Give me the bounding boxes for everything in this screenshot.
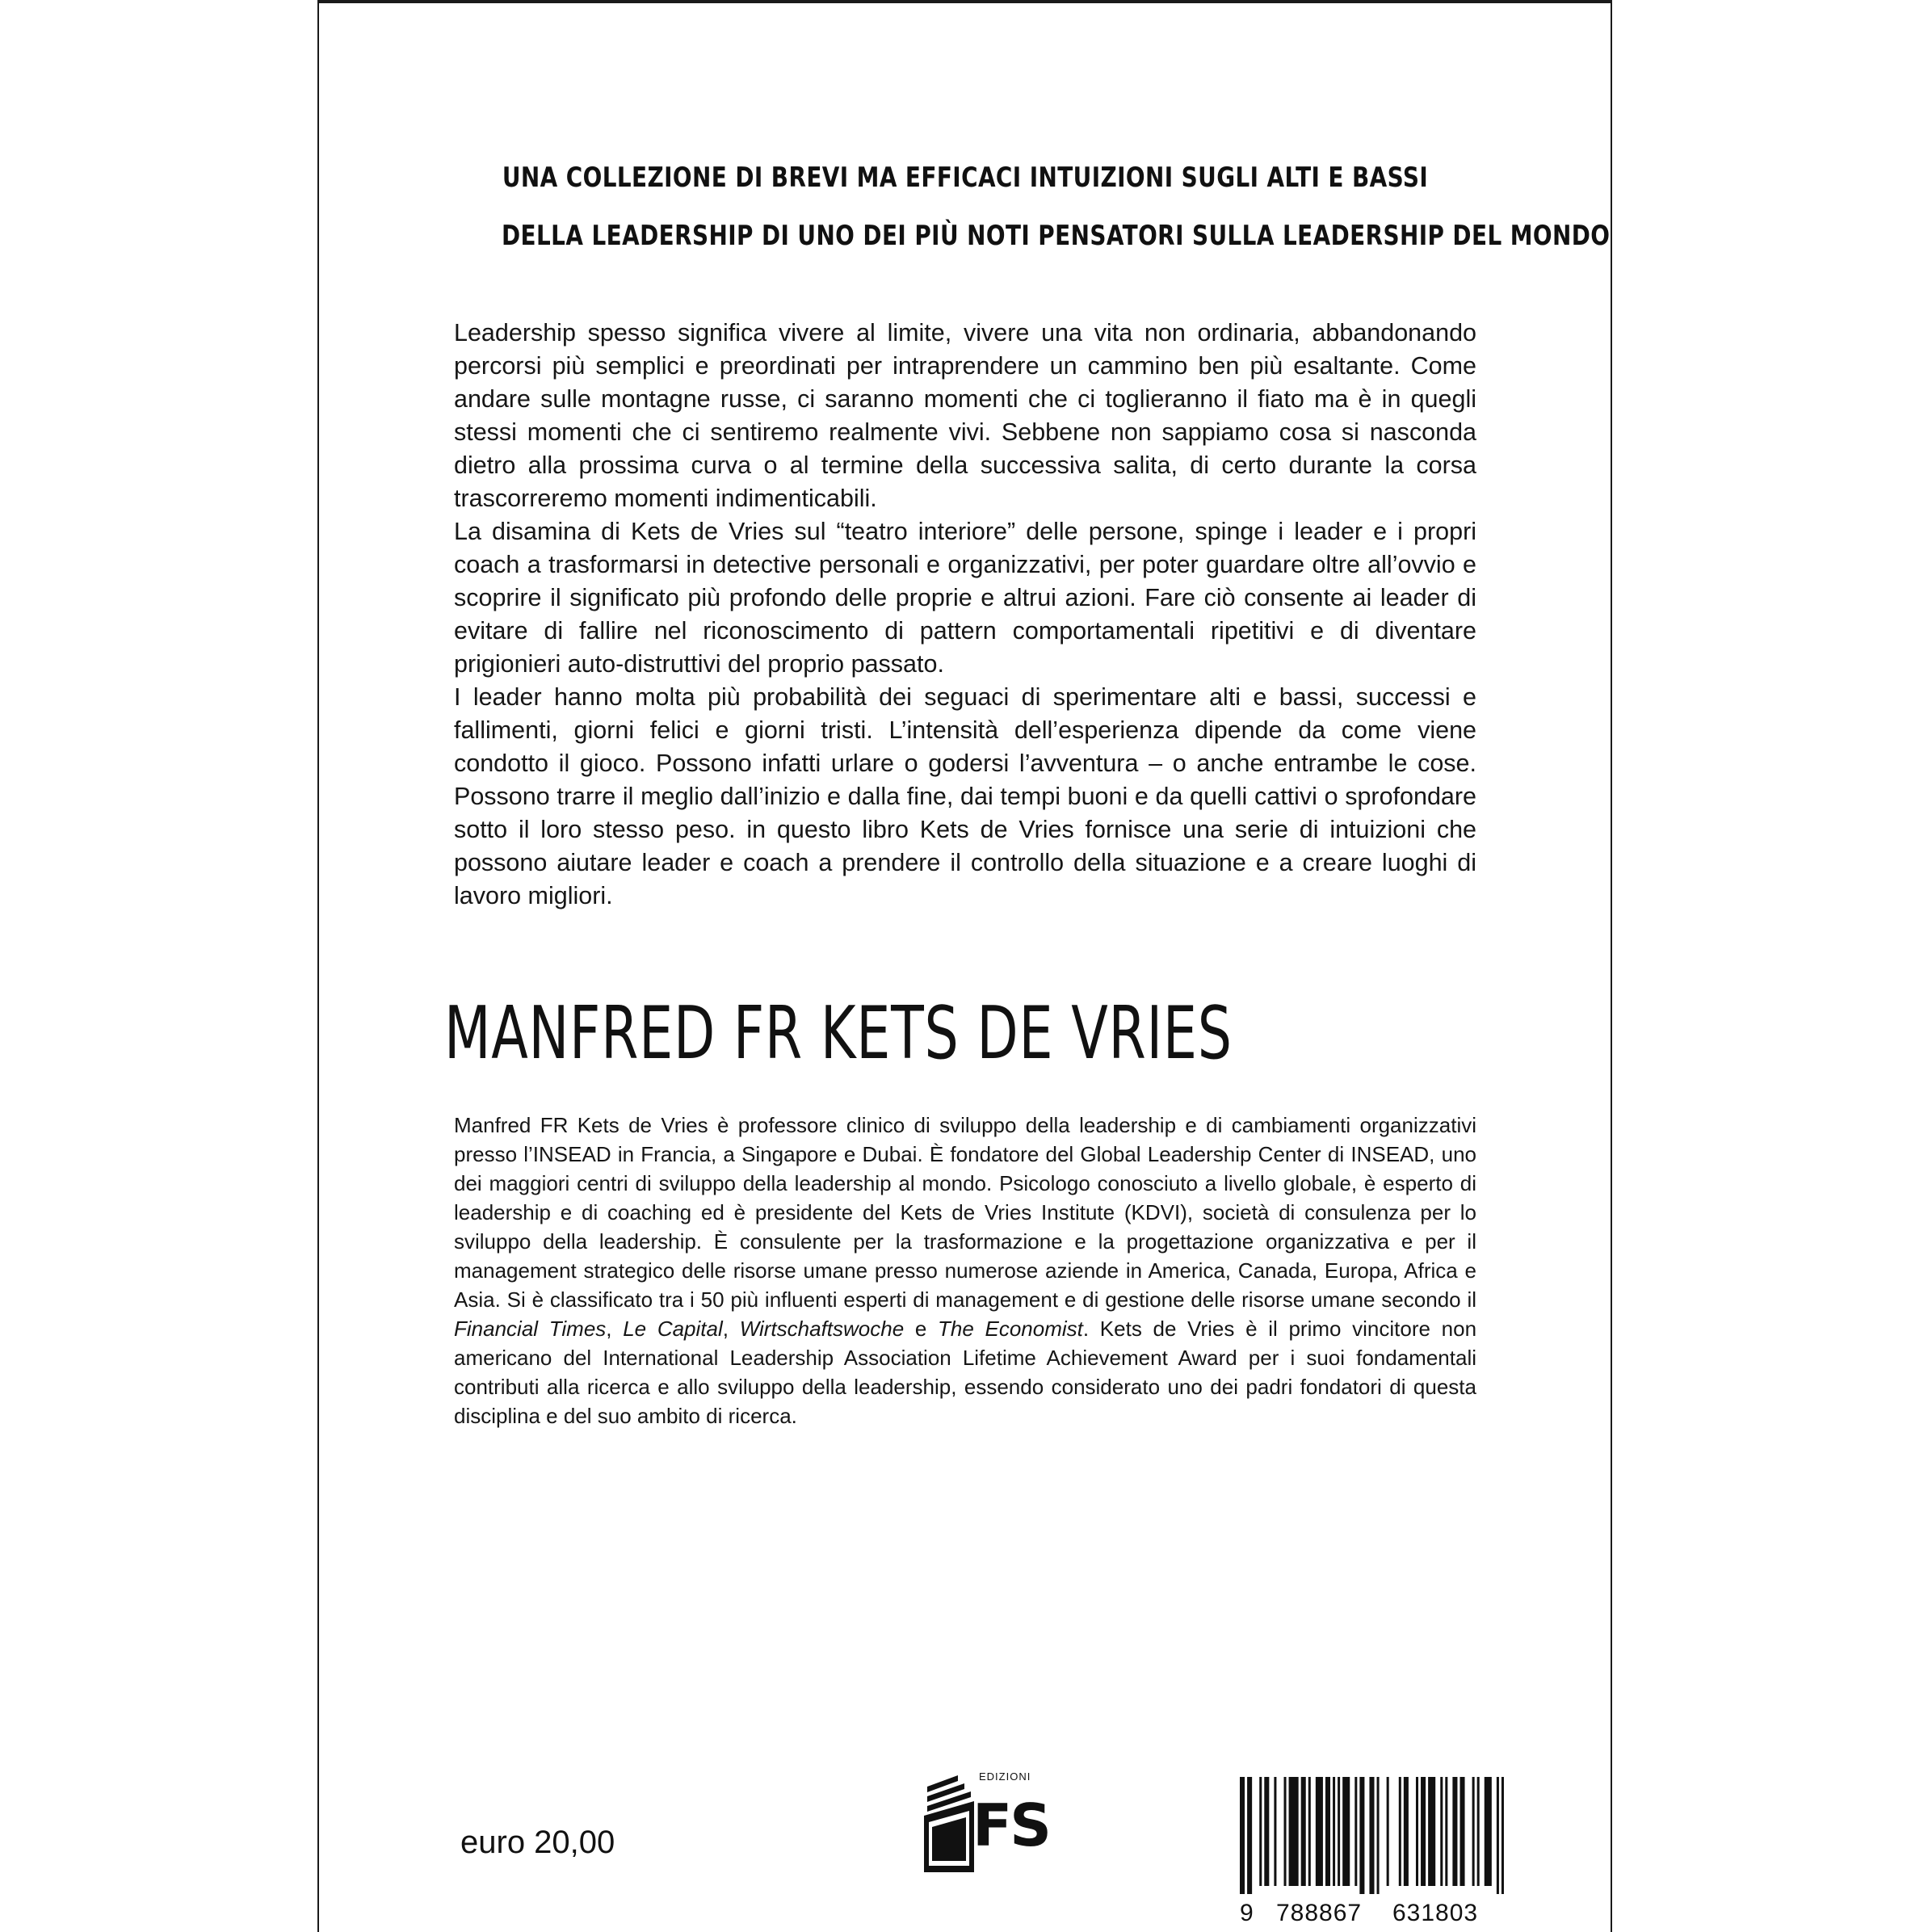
barcode-bar xyxy=(1354,1777,1357,1886)
barcode-bar xyxy=(1502,1777,1504,1894)
barcode-bar xyxy=(1325,1777,1330,1886)
isbn-barcode xyxy=(1240,1777,1506,1926)
bio-separator-3: e xyxy=(904,1317,939,1341)
barcode-bar xyxy=(1472,1777,1475,1886)
barcode-bar xyxy=(1404,1777,1409,1886)
barcode-bars xyxy=(1240,1777,1506,1894)
barcode-bar xyxy=(1399,1777,1401,1886)
barcode-bar xyxy=(1259,1777,1262,1886)
tagline xyxy=(502,149,1611,265)
author-name: MANFRED FR KETS DE VRIES xyxy=(444,991,1233,1076)
barcode-bar xyxy=(1387,1777,1389,1886)
barcode-bar xyxy=(1308,1777,1311,1886)
author-bio xyxy=(454,1111,1476,1430)
blurb-paragraph-1: Leadership spesso significa vivere al limite, vivere una vita non ordinaria, abbandonando percorsi più semplici e preordinati per intraprendere un cammino ben più esaltante. Come andare sulle montagne russe, ci saranno momenti che ci toglieranno il fiato ma è in quegli stessi momenti che ci sentiremo realmente vivi. Sebbene non sappiamo cosa si nasconda dietro alla prossima curva o al termine della successiva salita, di certo durante la corsa trascorreremo momenti indimenticabili. xyxy=(454,319,1476,512)
barcode-bar xyxy=(1460,1777,1464,1886)
barcode-bar xyxy=(1264,1777,1269,1886)
back-cover xyxy=(317,0,1612,1932)
barcode-bar xyxy=(1416,1777,1418,1886)
barcode-bar xyxy=(1485,1777,1492,1886)
bio-source-le-capital: Le Capital xyxy=(623,1317,723,1341)
bio-separator-1: , xyxy=(606,1317,624,1341)
barcode-bar xyxy=(1333,1777,1335,1886)
book-stack-icon xyxy=(921,1769,977,1874)
price: euro 20,00 xyxy=(460,1825,615,1860)
barcode-bar xyxy=(1247,1777,1252,1894)
barcode-bar xyxy=(1274,1777,1276,1886)
barcode-bar xyxy=(1289,1777,1299,1886)
publisher-small-label: EDIZIONI xyxy=(979,1770,1031,1783)
author-bio-paragraph xyxy=(454,1111,1476,1430)
bio-source-wirtschaftswoche: Wirtschaftswoche xyxy=(739,1317,905,1341)
tagline-line-1: UNA COLLEZIONE DI BREVI MA EFFICACI INTUIZIONI SUGLI ALTI E BASSI xyxy=(502,162,1429,194)
tagline-line-2: DELLA LEADERSHIP DI UNO DEI PIÙ NOTI PENSATORI SULLA LEADERSHIP DEL MONDO xyxy=(502,220,1611,252)
barcode-bar xyxy=(1316,1777,1323,1886)
barcode-bar xyxy=(1342,1777,1350,1886)
barcode-bar xyxy=(1338,1777,1340,1886)
bio-text-2: . Kets de Vries è il primo vincitore non americano del International Leadership Association Lifetime Achievement Award per i suoi fondamentali contributi alla ricerca e allo sviluppo della leadership, essendo considerato uno dei padri fondatori di questa disciplina e del suo ambito di ricerca. xyxy=(454,1317,1477,1428)
barcode-bar xyxy=(1477,1777,1480,1886)
book-blurb xyxy=(454,317,1476,913)
barcode-bar xyxy=(1445,1777,1447,1886)
bio-source-the-economist: The Economist xyxy=(938,1317,1083,1341)
barcode-bar xyxy=(1369,1777,1374,1894)
bio-text-1: Manfred FR Kets de Vries è professore clinico di sviluppo della leadership e di cambiamenti organizzativi presso l’INSEAD in Francia, a Singapore e Dubai. È fondatore del Global Leadership Center di INSEAD, uno dei maggiori centri di sviluppo della leadership al mondo. Psicologo conosciuto a livello globale, è esperto di leadership e di coaching ed è presidente del Kets de Vries Institute (KDVI), società di consulenza per lo sviluppo della leadership. È consulente per la trasformazione e la progettazione organizzativa e per il management strategico delle risorse umane presso numerose aziende in America, Canada, Europa, Africa e Asia. Si è classificato tra i 50 più influenti esperti di management e di gestione delle risorse umane secondo il xyxy=(454,1113,1476,1312)
barcode-digit-prefix: 9 xyxy=(1240,1900,1254,1926)
barcode-bar xyxy=(1284,1777,1287,1886)
blurb-paragraph-2: La disamina di Kets de Vries sul “teatro interiore” delle persone, spinge i leader e i propri coach a trasformarsi in detective personali e organizzativi, per poter guardare oltre all’ovvio e scoprire il significato più profondo delle proprie e altrui azioni. Fare ciò consente ai leader di evitare di fallire nel riconoscimento di pattern comportamentali ripetitivi e di diventare prigionieri auto-distruttivi del proprio passato. xyxy=(454,518,1476,678)
barcode-bar xyxy=(1240,1777,1245,1894)
publisher-logo xyxy=(921,1769,1050,1878)
barcode-bar xyxy=(1428,1777,1435,1886)
barcode-bar xyxy=(1301,1777,1306,1886)
barcode-bar xyxy=(1452,1777,1457,1886)
barcode-bar xyxy=(1377,1777,1380,1894)
bio-source-financial-times: Financial Times xyxy=(454,1317,607,1341)
barcode-bar xyxy=(1421,1777,1426,1886)
barcode-bar xyxy=(1440,1777,1443,1886)
bio-separator-2: , xyxy=(722,1317,740,1341)
barcode-bar xyxy=(1359,1777,1364,1894)
blurb-paragraph-3: I leader hanno molta più probabilità dei seguaci di sperimentare alti e bassi, successi e fallimenti, giorni felici e giorni tristi. L’intensità dell’esperienza dipende da come viene condotto il gioco. Possono infatti urlare o godersi l’avventura – o anche entrambe le cose. Possono trarre il meglio dall’inizio e dalla fine, dai tempi buoni e da quelli cattivi o sprofondare sotto il loro stesso peso. in questo libro Kets de Vries fornisce una serie di intuizioni che possono aiutare leader e coach a prendere il controllo della situazione e a creare luoghi di lavoro migliori. xyxy=(454,683,1476,909)
barcode-digit-group-1: 788867 xyxy=(1276,1900,1363,1926)
barcode-bar xyxy=(1497,1777,1499,1894)
barcode-digit-group-2: 631803 xyxy=(1392,1900,1479,1926)
publisher-initials: FS xyxy=(972,1791,1050,1859)
